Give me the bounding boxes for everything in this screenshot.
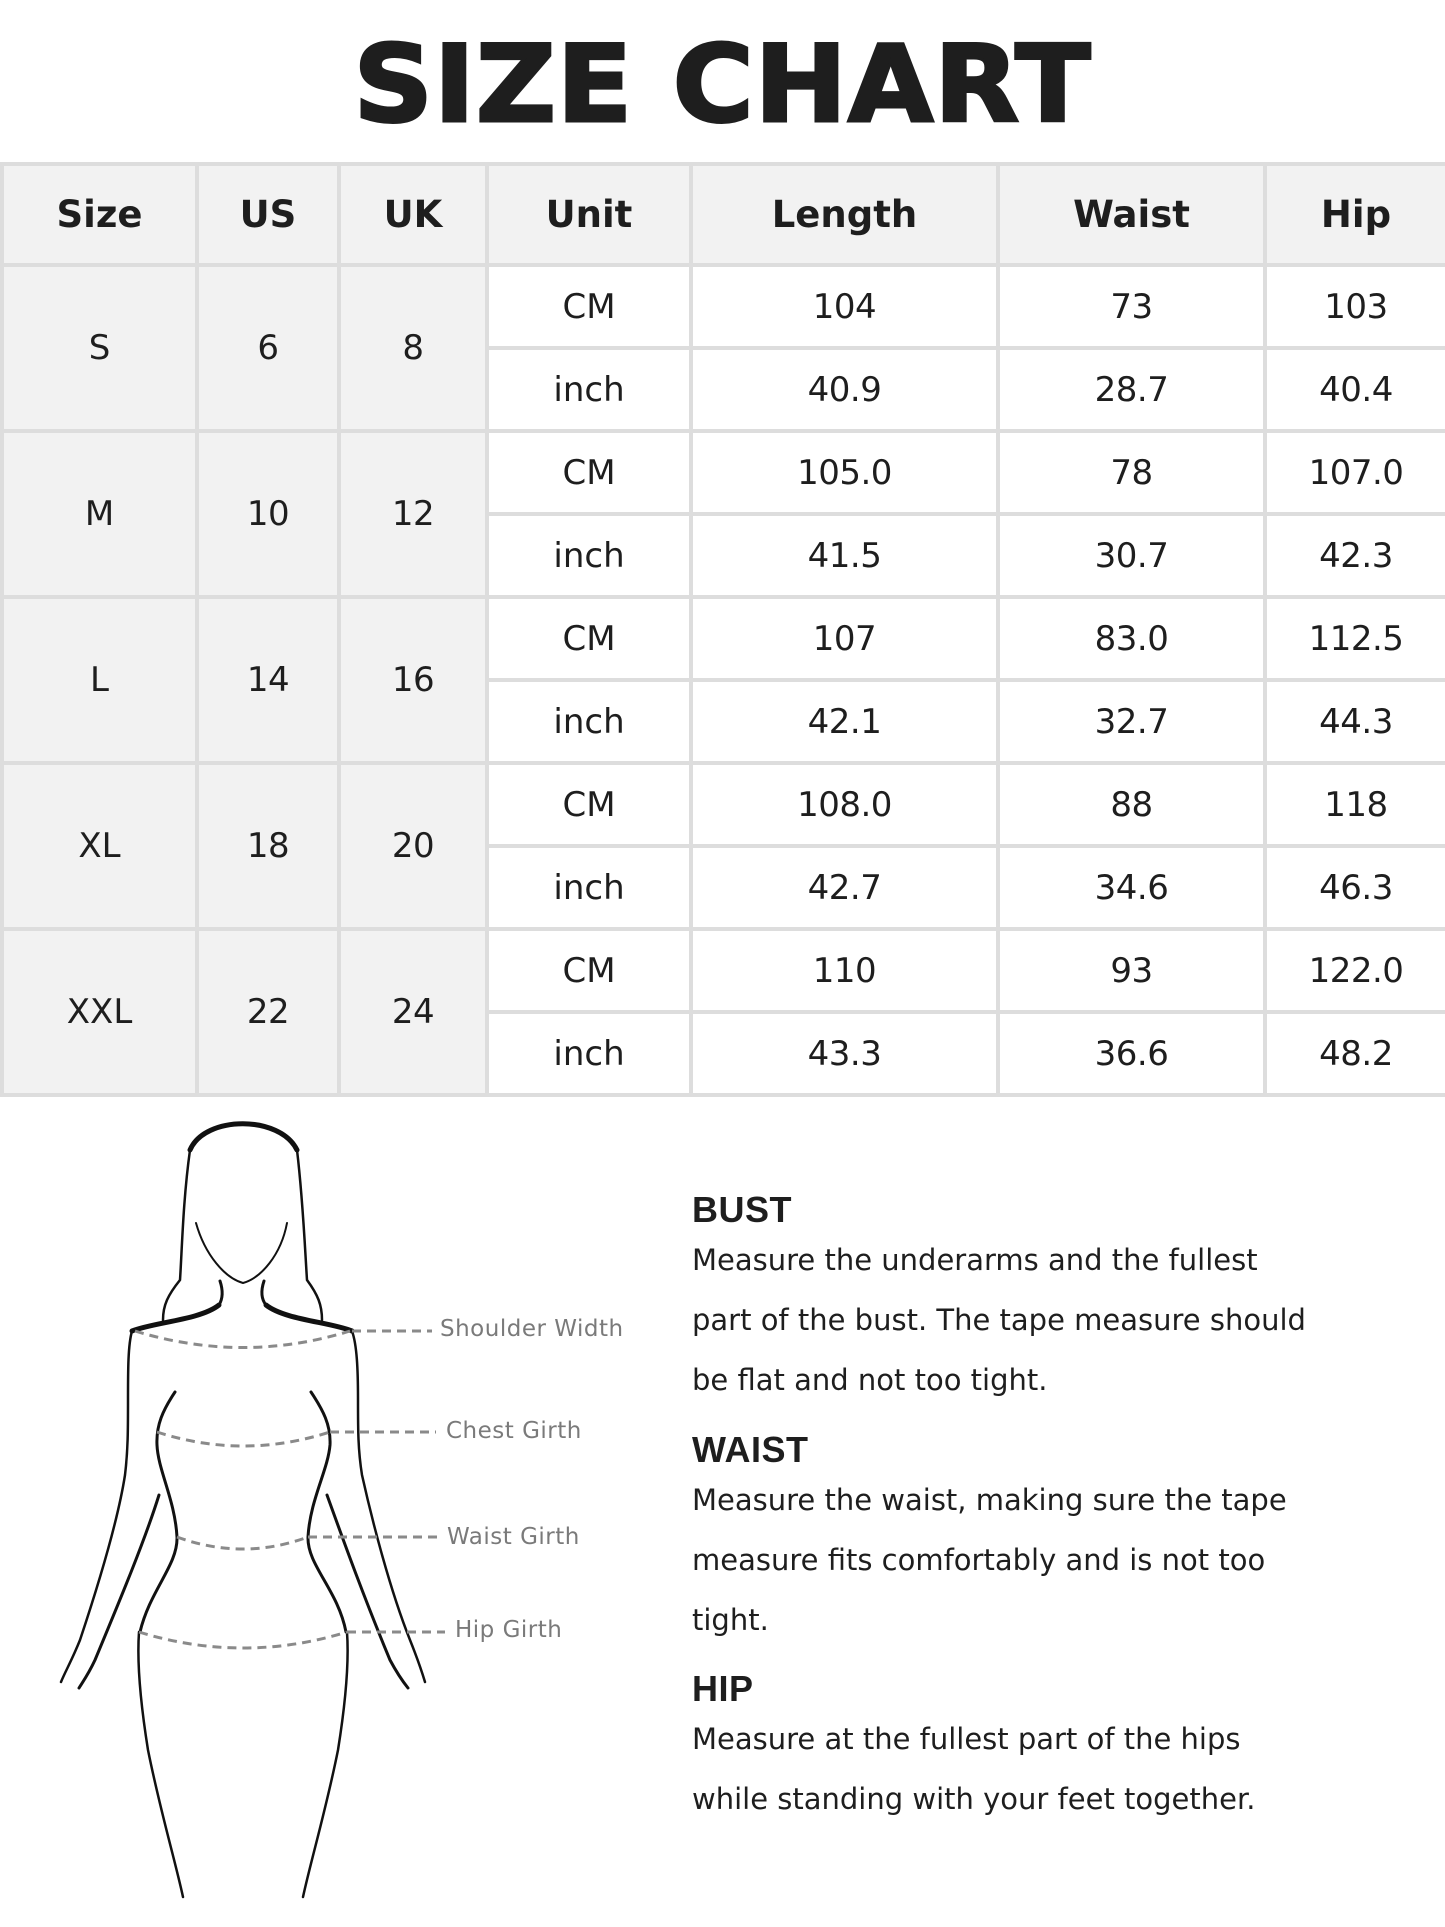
shoulder-width-label: Shoulder Width	[440, 1316, 624, 1342]
waist-text-line: Measure the waist, making sure the tape	[692, 1483, 1287, 1517]
waist-girth-label: Waist Girth	[447, 1524, 580, 1550]
waist-cell: 28.7	[998, 348, 1265, 431]
size-chart-table	[0, 162, 1445, 1097]
hip-cell: 44.3	[1265, 680, 1445, 763]
unit-cell: inch	[487, 514, 691, 597]
table-row	[2, 431, 1445, 514]
hip-girth-label: Hip Girth	[455, 1617, 563, 1643]
waist-cell: 34.6	[998, 846, 1265, 929]
chest-measure-line	[157, 1432, 330, 1446]
unit-cell: CM	[487, 597, 691, 680]
length-cell: 43.3	[691, 1012, 998, 1095]
table-row	[2, 929, 1445, 1012]
bust-guide	[692, 1190, 1432, 1410]
header-us: US	[197, 164, 339, 265]
waist-text-line: measure fits comfortably and is not too	[692, 1543, 1266, 1577]
waist-cell: 36.6	[998, 1012, 1265, 1095]
uk-cell: 20	[339, 763, 487, 929]
us-cell: 18	[197, 763, 339, 929]
bust-text-line: Measure the underarms and the fullest	[692, 1243, 1258, 1277]
unit-cell: inch	[487, 680, 691, 763]
waist-text-line: tight.	[692, 1603, 769, 1637]
us-cell: 10	[197, 431, 339, 597]
length-cell: 108.0	[691, 763, 998, 846]
hip-cell: 107.0	[1265, 431, 1445, 514]
size-cell: S	[2, 265, 197, 431]
header-size: Size	[2, 164, 197, 265]
hip-measure-line	[139, 1632, 347, 1648]
page-title: SIZE CHART	[353, 23, 1092, 146]
uk-cell: 16	[339, 597, 487, 763]
waist-heading: WAIST	[692, 1429, 809, 1470]
hip-guide	[692, 1669, 1432, 1829]
header-length: Length	[691, 164, 998, 265]
bust-text-line: part of the bust. The tape measure should	[692, 1303, 1306, 1337]
size-cell: M	[2, 431, 197, 597]
hip-cell: 103	[1265, 265, 1445, 348]
header-uk: UK	[339, 164, 487, 265]
uk-cell: 24	[339, 929, 487, 1095]
hip-cell: 42.3	[1265, 514, 1445, 597]
waist-cell: 78	[998, 431, 1265, 514]
header-unit: Unit	[487, 164, 691, 265]
hip-cell: 122.0	[1265, 929, 1445, 1012]
table-row	[2, 763, 1445, 846]
waist-cell: 73	[998, 265, 1265, 348]
size-cell: XL	[2, 763, 197, 929]
hip-cell: 112.5	[1265, 597, 1445, 680]
size-cell: L	[2, 597, 197, 763]
hip-cell: 48.2	[1265, 1012, 1445, 1095]
header-hip: Hip	[1265, 164, 1445, 265]
table-header-row	[2, 164, 1445, 265]
waist-guide	[692, 1430, 1432, 1650]
unit-cell: inch	[487, 1012, 691, 1095]
us-cell: 22	[197, 929, 339, 1095]
bust-text-line: be flat and not too tight.	[692, 1363, 1048, 1397]
uk-cell: 12	[339, 431, 487, 597]
us-cell: 6	[197, 265, 339, 431]
hip-cell: 40.4	[1265, 348, 1445, 431]
waist-cell: 32.7	[998, 680, 1265, 763]
hip-cell: 118	[1265, 763, 1445, 846]
waist-cell: 30.7	[998, 514, 1265, 597]
length-cell: 105.0	[691, 431, 998, 514]
length-cell: 42.7	[691, 846, 998, 929]
unit-cell: CM	[487, 929, 691, 1012]
waist-cell: 93	[998, 929, 1265, 1012]
table-row	[2, 265, 1445, 348]
waist-cell: 88	[998, 763, 1265, 846]
waist-cell: 83.0	[998, 597, 1265, 680]
hip-text-line: Measure at the fullest part of the hips	[692, 1722, 1241, 1756]
unit-cell: CM	[487, 763, 691, 846]
waist-measure-line	[177, 1537, 308, 1549]
size-cell: XXL	[2, 929, 197, 1095]
shoulder-measure-line	[135, 1331, 350, 1348]
us-cell: 14	[197, 597, 339, 763]
length-cell: 104	[691, 265, 998, 348]
length-cell: 40.9	[691, 348, 998, 431]
length-cell: 107	[691, 597, 998, 680]
body-measurement-figure	[0, 1103, 680, 1927]
unit-cell: inch	[487, 348, 691, 431]
bust-heading: BUST	[692, 1189, 792, 1230]
chest-girth-label: Chest Girth	[446, 1418, 582, 1444]
length-cell: 110	[691, 929, 998, 1012]
hip-cell: 46.3	[1265, 846, 1445, 929]
header-waist: Waist	[998, 164, 1265, 265]
unit-cell: inch	[487, 846, 691, 929]
hip-text-line: while standing with your feet together.	[692, 1782, 1256, 1816]
length-cell: 41.5	[691, 514, 998, 597]
unit-cell: CM	[487, 431, 691, 514]
table-row	[2, 597, 1445, 680]
hip-heading: HIP	[692, 1668, 754, 1709]
unit-cell: CM	[487, 265, 691, 348]
uk-cell: 8	[339, 265, 487, 431]
length-cell: 42.1	[691, 680, 998, 763]
female-body-outline-icon	[0, 1103, 680, 1927]
